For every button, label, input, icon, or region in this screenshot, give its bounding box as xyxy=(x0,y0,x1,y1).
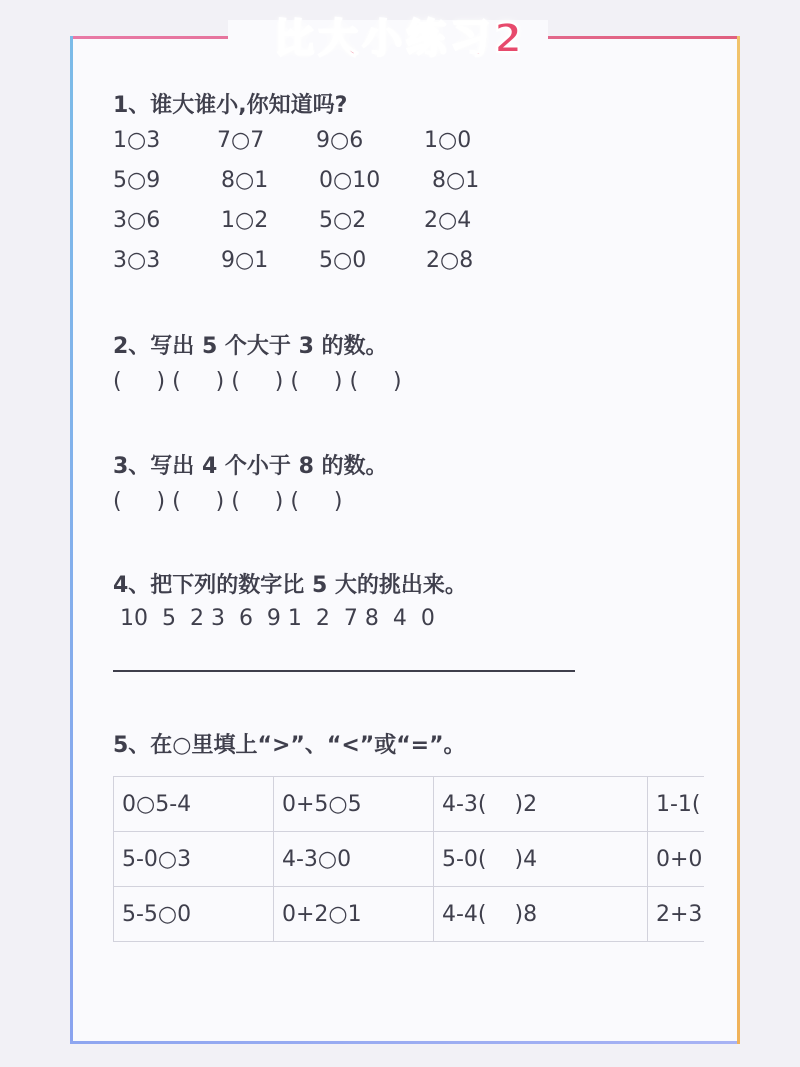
table-cell[interactable]: 4-3○0 xyxy=(274,832,434,887)
comparison-item: 3○6 xyxy=(113,208,161,233)
comparison-item: 5○0 xyxy=(319,248,367,273)
comparison-item: 5○2 xyxy=(319,208,367,233)
comparison-item: 8○1 xyxy=(432,168,480,193)
q2-answer-blanks[interactable]: ( ) ( ) ( ) ( ) ( ) xyxy=(113,369,402,394)
comparison-item: 1○2 xyxy=(221,208,269,233)
table-row xyxy=(114,777,728,832)
q5-comparison-table xyxy=(113,776,728,942)
table-cell[interactable]: 4-4( )8 xyxy=(434,887,648,942)
comparison-item: 5○9 xyxy=(113,168,161,193)
table-cell[interactable]: 5-5○0 xyxy=(114,887,274,942)
comparison-item: 7○7 xyxy=(217,128,265,153)
q3-answer-blanks[interactable]: ( ) ( ) ( ) ( ) xyxy=(113,489,343,514)
frame-left-border xyxy=(70,36,73,1044)
comparison-item: 0○10 xyxy=(319,168,381,193)
worksheet-title: 比大小练习2 xyxy=(274,15,526,62)
table-row xyxy=(114,887,728,942)
question-2-heading: 2、写出 5 个大于 3 的数。 xyxy=(113,334,388,359)
table-cell[interactable]: 0+5○5 xyxy=(274,777,434,832)
question-3-heading: 3、写出 4 个小于 8 的数。 xyxy=(113,454,388,479)
table-row xyxy=(114,832,728,887)
table-cell[interactable]: 4-3( )2 xyxy=(434,777,648,832)
table-cell[interactable]: 0+0 xyxy=(648,832,728,887)
comparison-item: 2○4 xyxy=(424,208,472,233)
table-clip-edge xyxy=(704,770,738,950)
table-cell[interactable]: 5-0( )4 xyxy=(434,832,648,887)
comparison-item: 3○3 xyxy=(113,248,161,273)
frame-bottom-border xyxy=(70,1041,740,1044)
table-cell[interactable]: 2+3 xyxy=(648,887,728,942)
q4-number-list: 10 5 2 3 6 9 1 2 7 8 4 0 xyxy=(120,606,435,631)
question-4-heading: 4、把下列的数字比 5 大的挑出来。 xyxy=(113,573,467,598)
comparison-item: 9○6 xyxy=(316,128,364,153)
table-cell[interactable]: 5-0○3 xyxy=(114,832,274,887)
comparison-item: 8○1 xyxy=(221,168,269,193)
question-5-heading: 5、在○里填上“>”、“<”或“=”。 xyxy=(113,733,466,758)
comparison-item: 9○1 xyxy=(221,248,269,273)
comparison-item: 1○3 xyxy=(113,128,161,153)
frame-right-border-overlay xyxy=(737,36,740,1044)
comparison-item: 2○8 xyxy=(426,248,474,273)
q4-answer-line[interactable] xyxy=(113,670,575,672)
table-cell[interactable]: 0+2○1 xyxy=(274,887,434,942)
comparison-item: 1○0 xyxy=(424,128,472,153)
table-cell[interactable]: 1-1( xyxy=(648,777,728,832)
table-cell[interactable]: 0○5-4 xyxy=(114,777,274,832)
question-1-heading: 1、谁大谁小,你知道吗? xyxy=(113,93,348,118)
